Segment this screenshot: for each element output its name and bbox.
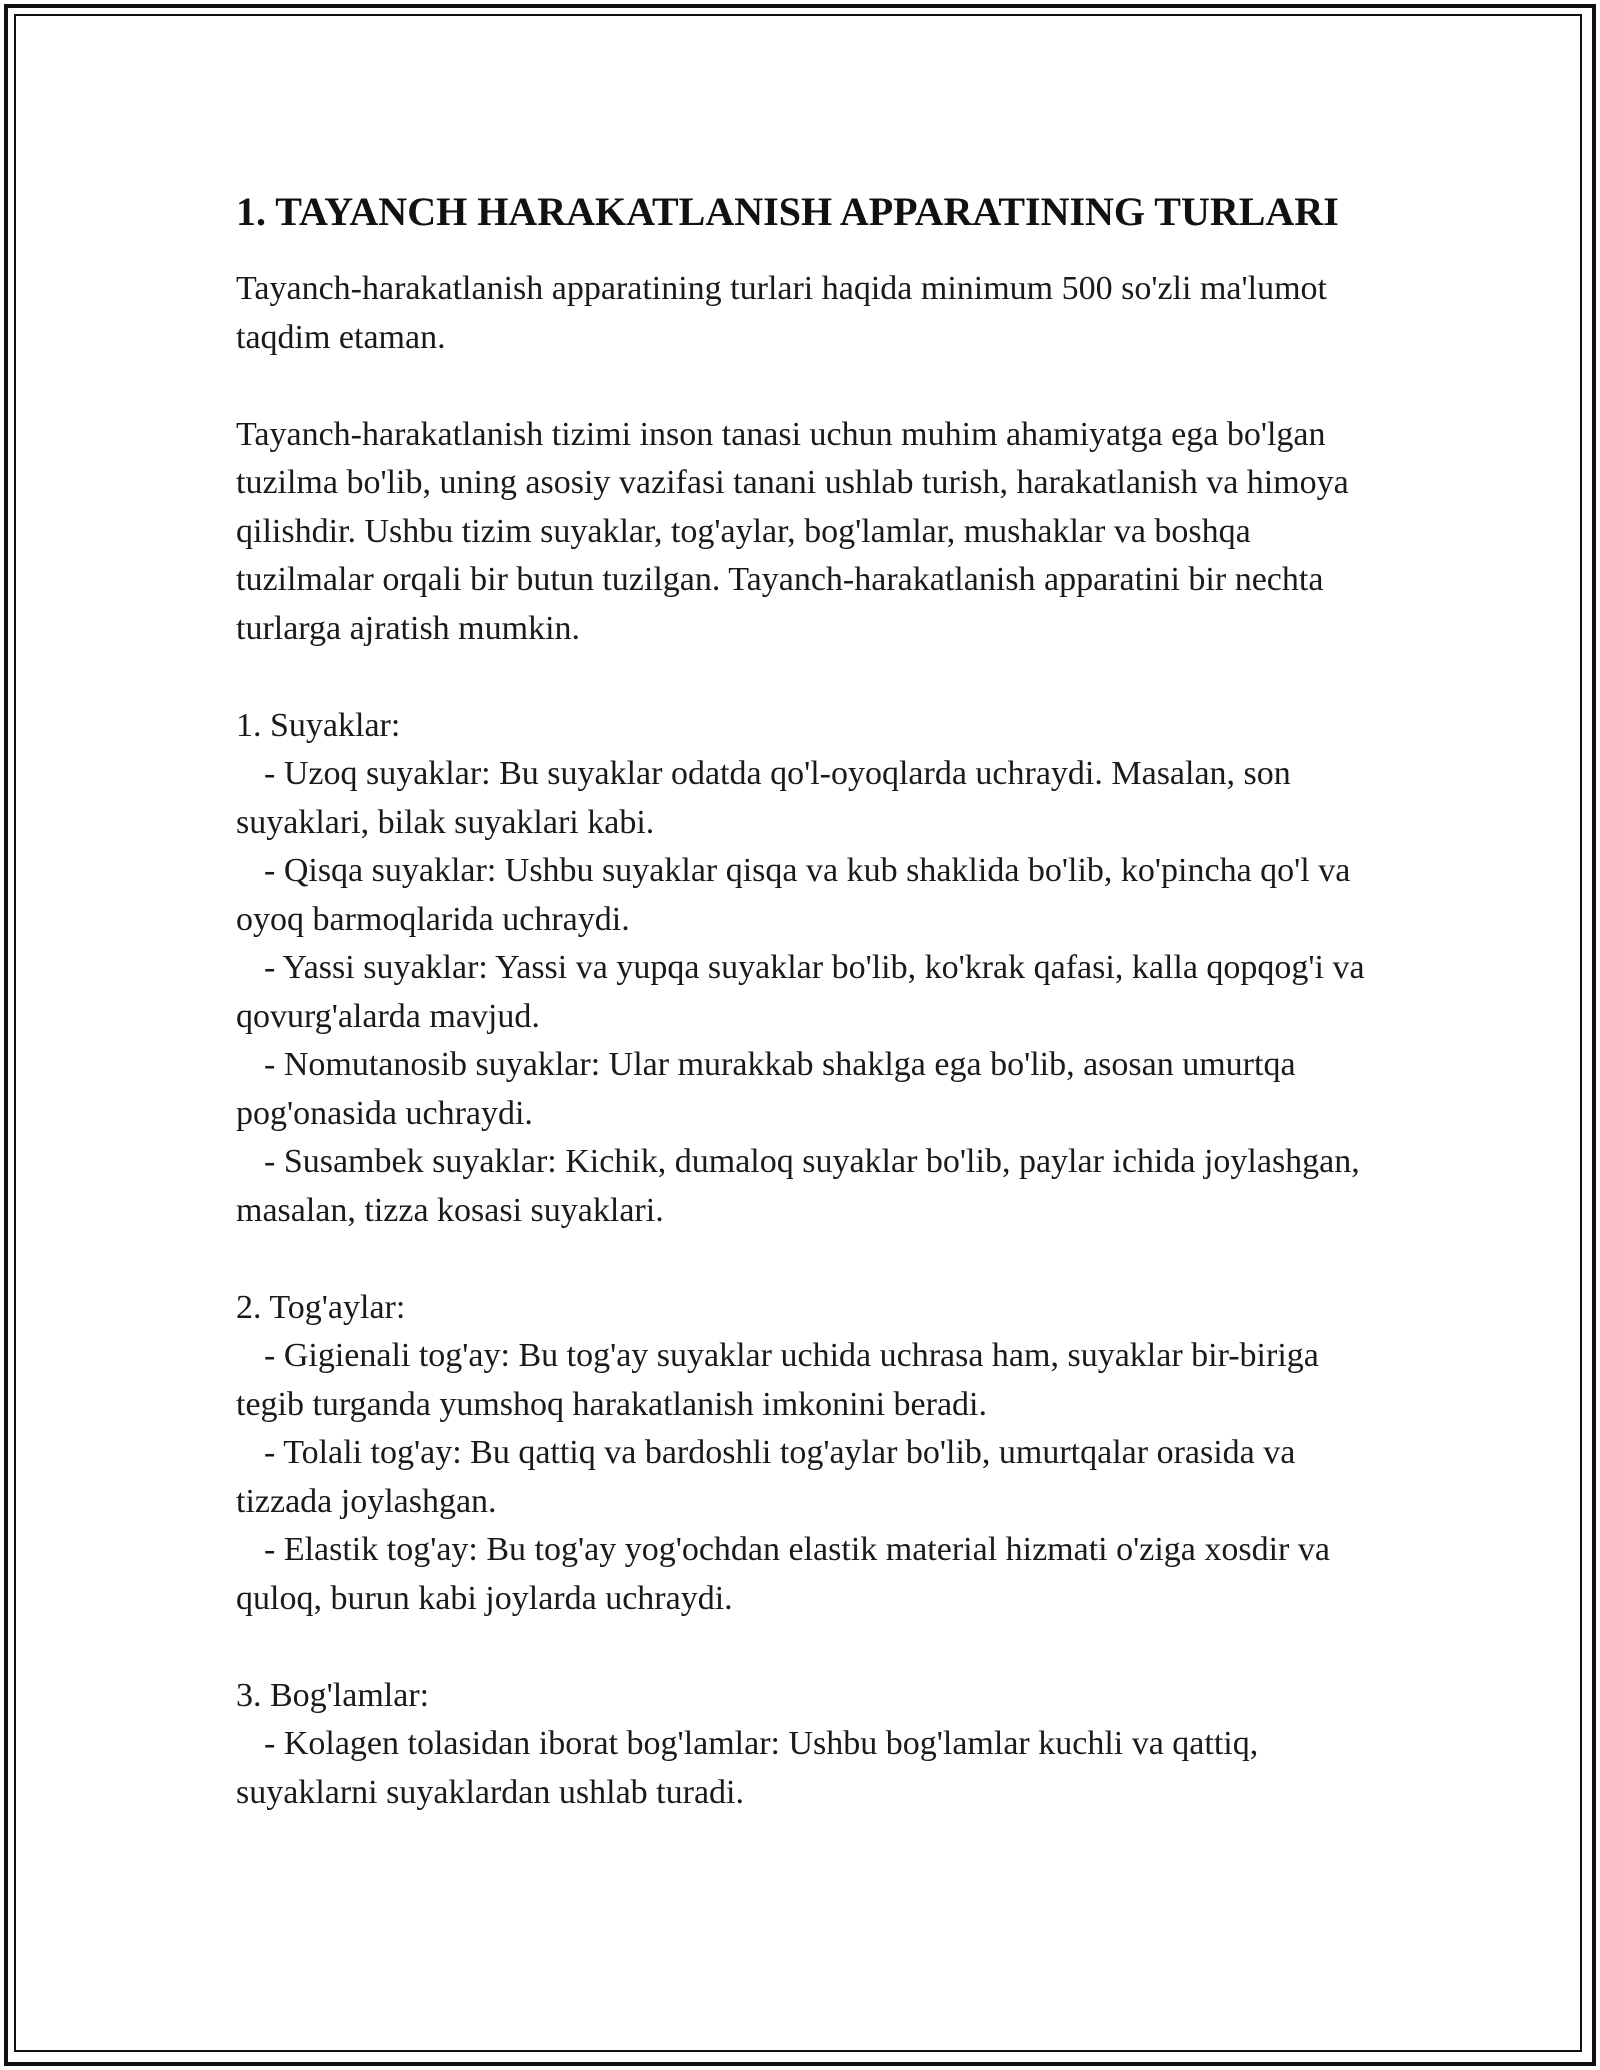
section-heading: 1. Suyaklar: <box>236 706 401 744</box>
list-item: - Uzoq suyaklar: Bu suyaklar odatda qo'l-oyoqlarda uchraydi. Masalan, son suyaklari, bilak suyaklari kabi. <box>236 755 1291 841</box>
document-body <box>236 184 1366 1817</box>
list-item: - Susambek suyaklar: Kichik, dumaloq suyaklar bo'lib, paylar ichida joylashgan, masalan, tizza kosasi suyaklari. <box>236 1143 1360 1229</box>
list-item: - Tolali tog'ay: Bu qattiq va bardoshli tog'aylar bo'lib, umurtqalar orasida va tizzada joylashgan. <box>236 1434 1296 1520</box>
section-ligaments <box>236 1672 1366 1818</box>
list-item: - Elastik tog'ay: Bu tog'ay yog'ochdan elastik material hizmati o'ziga xosdir va quloq, burun kabi joylarda uchraydi. <box>236 1531 1330 1617</box>
section-heading: 3. Bog'lamlar: <box>236 1676 430 1714</box>
section-heading: 2. Tog'aylar: <box>236 1288 406 1326</box>
document-title: 1. TAYANCH HARAKATLANISH APPARATINING TURLARI <box>236 189 1339 234</box>
section-cartilage <box>236 1284 1366 1624</box>
section-bones <box>236 702 1366 1236</box>
list-item: - Qisqa suyaklar: Ushbu suyaklar qisqa va kub shaklida bo'lib, ko'pincha qo'l va oyoq barmoqlarida uchraydi. <box>236 852 1351 938</box>
list-item: - Kolagen tolasidan iborat bog'lamlar: Ushbu bog'lamlar kuchli va qattiq, suyaklarni suyaklardan ushlab turadi. <box>236 1725 1259 1811</box>
list-item: - Yassi suyaklar: Yassi va yupqa suyaklar bo'lib, ko'krak qafasi, kalla qopqog'i va qovurg'alarda mavjud. <box>236 949 1365 1035</box>
intro-paragraph: Tayanch-harakatlanish apparatining turlari haqida minimum 500 so'zli ma'lumot taqdim etaman. <box>236 270 1327 356</box>
overview-paragraph: Tayanch-harakatlanish tizimi inson tanasi uchun muhim ahamiyatga ega bo'lgan tuzilma bo'lib, uning asosiy vazifasi tanani ushlab turish, harakatlanish va himoya qilishdir. Ushbu tizim suyaklar, tog'aylar, bog'lamlar, mushaklar va boshqa tuzilmalar orqali bir butun tuzilgan. Tayanch-harakatlanish apparatini bir nechta turlarga ajratish mumkin. <box>236 415 1349 647</box>
list-item: - Gigienali tog'ay: Bu tog'ay suyaklar uchida uchrasa ham, suyaklar bir-biriga tegib turganda yumshoq harakatlanish imkonini beradi. <box>236 1337 1319 1423</box>
list-item: - Nomutanosib suyaklar: Ular murakkab shaklga ega bo'lib, asosan umurtqa pog'onasida uchraydi. <box>236 1046 1296 1132</box>
